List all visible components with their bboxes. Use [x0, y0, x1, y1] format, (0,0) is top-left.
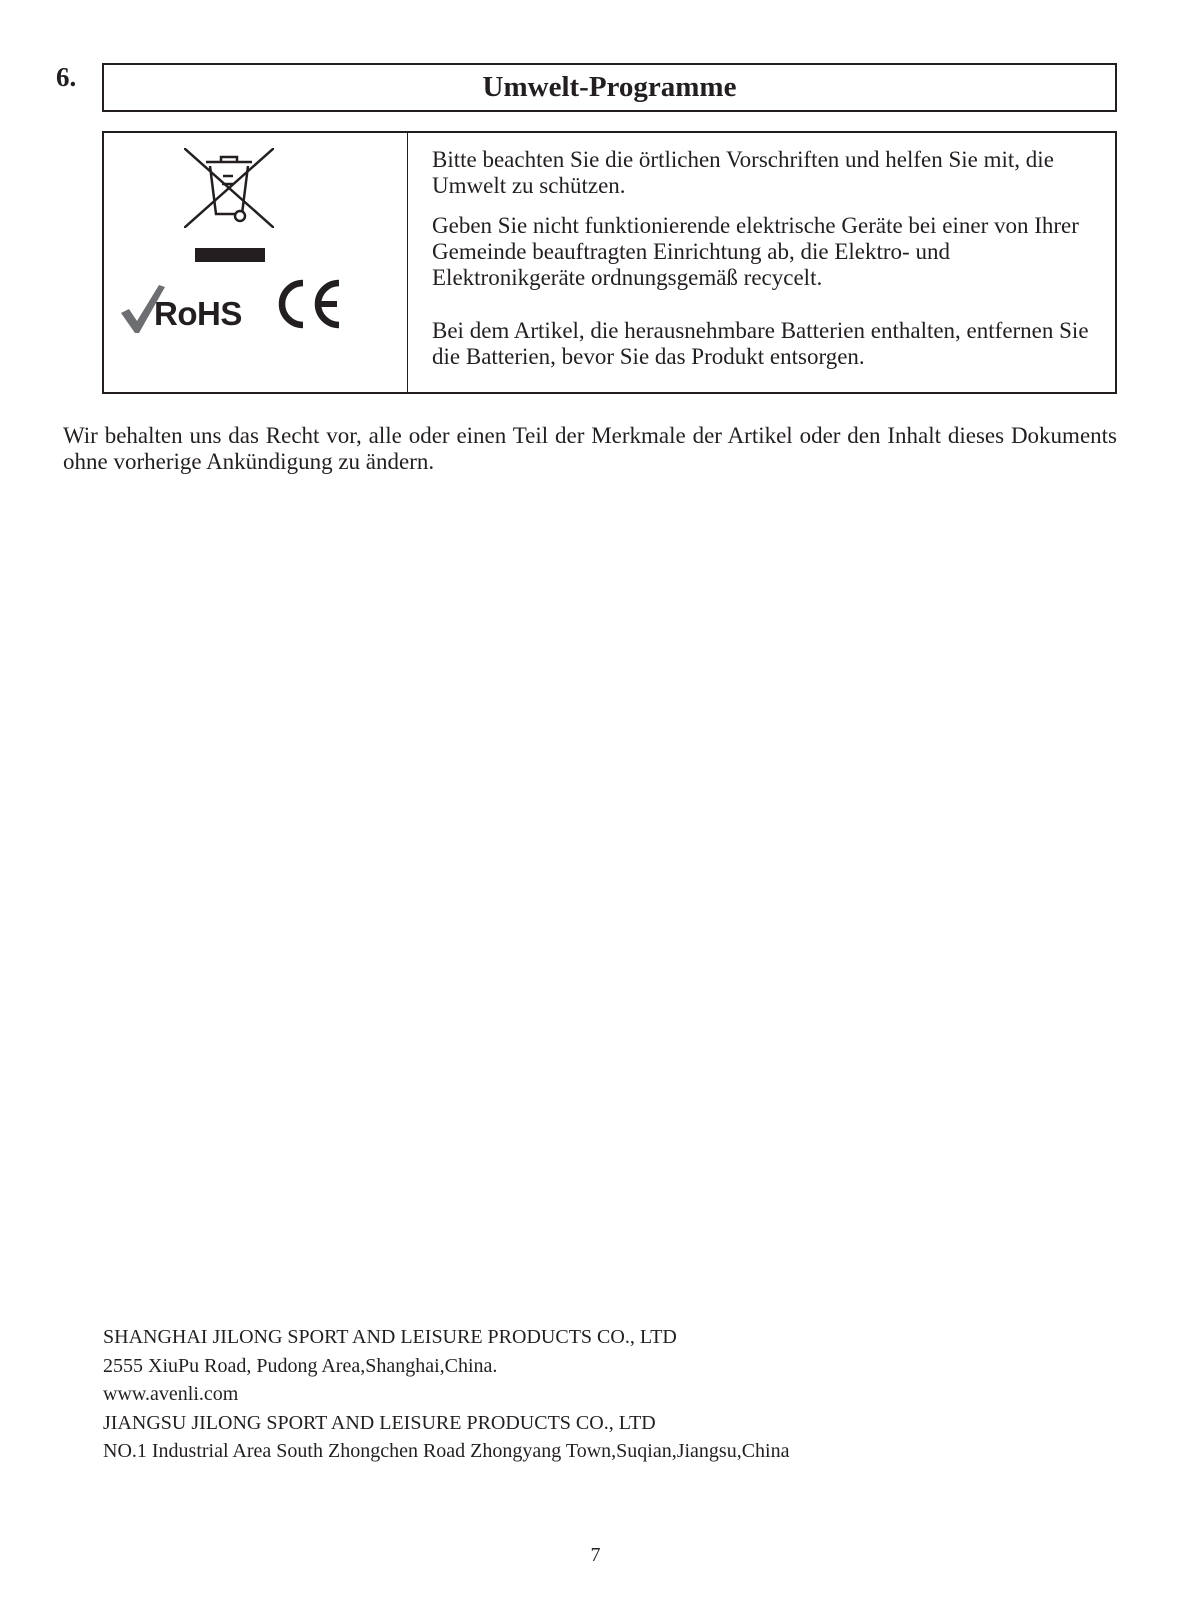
company-footer [103, 1323, 789, 1466]
company-address-2: NO.1 Industrial Area South Zhongchen Road Zhongyang Town,Suqian,Jiangsu,China [103, 1440, 790, 1462]
environment-info-table [102, 131, 1117, 394]
weee-bar [195, 248, 265, 262]
company-name-2: JIANGSU JILONG SPORT AND LEISURE PRODUCTS CO., LTD [103, 1411, 656, 1434]
ce-mark-icon [275, 279, 345, 329]
crossed-out-wheelie-bin-icon [184, 148, 274, 228]
instructions-cell [408, 133, 1115, 392]
instruction-paragraph-3: Bei dem Artikel, die herausnehmbare Batterien enthalten, entfernen Sie die Batterien, bevor Sie das Produkt entsorgen. [432, 318, 1089, 369]
company-name-1: SHANGHAI JILONG SPORT AND LEISURE PRODUCTS CO., LTD [103, 1326, 677, 1348]
disclaimer-text: Wir behalten uns das Recht vor, alle oder einen Teil der Merkmale der Artikel oder den Inhalt dieses Dokuments ohne vorherige Ankündigung zu ändern. [63, 423, 1117, 474]
instruction-paragraph-1: Bitte beachten Sie die örtlichen Vorschriften und helfen Sie mit, die Umwelt zu schützen. [432, 147, 1054, 198]
section-number: 6. [56, 62, 77, 92]
page-number: 7 [590, 1544, 601, 1566]
company-website: www.avenli.com [103, 1383, 239, 1405]
instruction-paragraph-2: Geben Sie nicht funktionierende elektrische Geräte bei einer von Ihrer Gemeinde beauftragten Einrichtung ab, die Elektro- und Elektronikgeräte ordnungsgemäß recycelt. [432, 213, 1079, 290]
company-address-1: 2555 XiuPu Road, Pudong Area,Shanghai,China. [103, 1354, 498, 1377]
rohs-label: RoHS [154, 295, 242, 332]
rohs-compliance-icon [119, 279, 242, 339]
section-title: Umwelt-Programme [102, 63, 1117, 112]
icon-cell [104, 133, 408, 392]
